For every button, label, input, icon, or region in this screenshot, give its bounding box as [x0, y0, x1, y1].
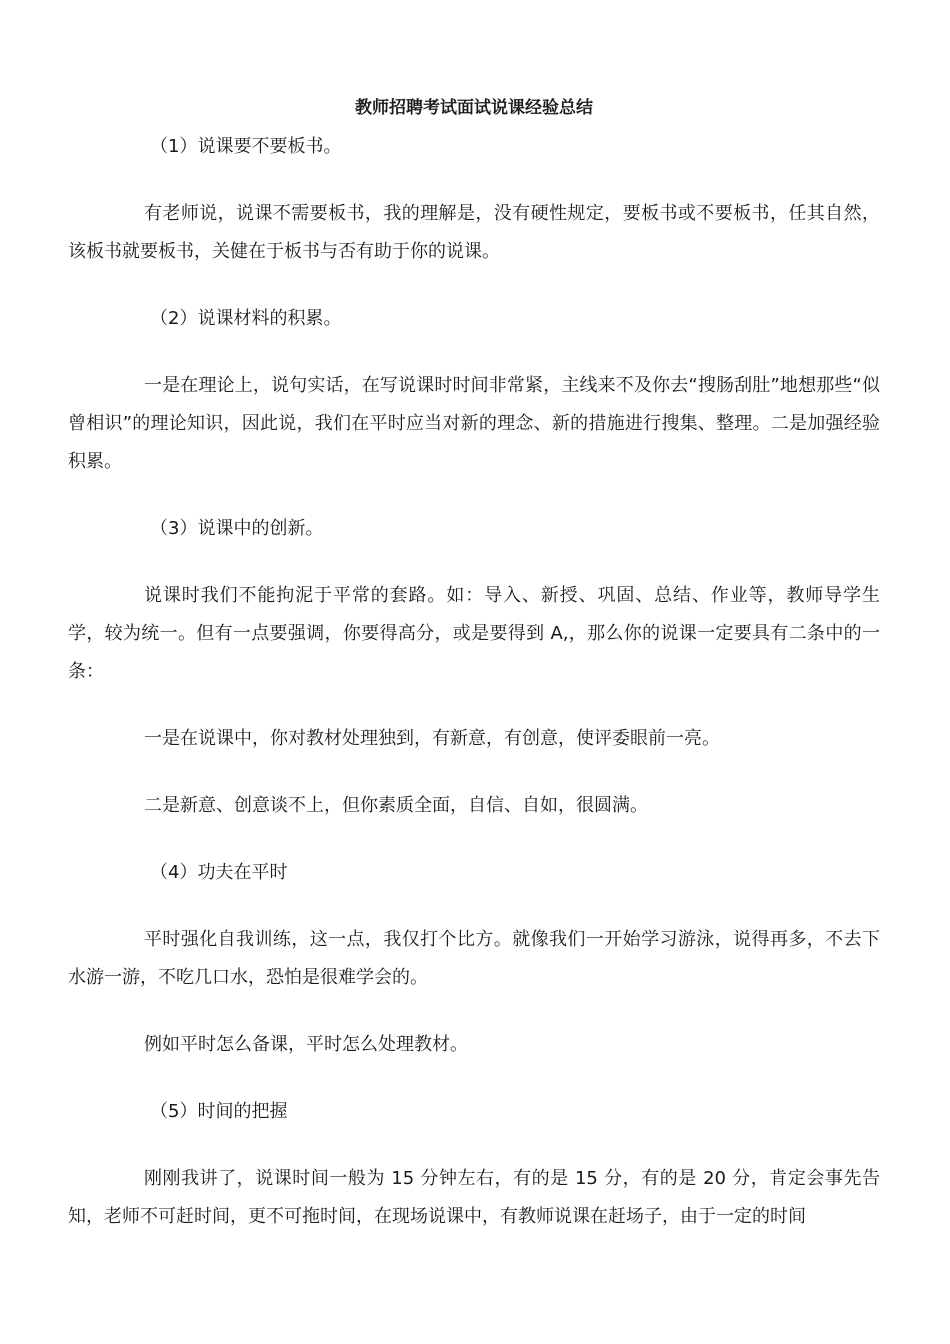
paragraph-spacer	[68, 892, 880, 921]
section-heading-3: （3）说课中的创新。	[150, 518, 324, 539]
paragraph-spacer	[68, 825, 880, 854]
document-title: 教师招聘考试面试说课经验总结	[355, 98, 593, 118]
paragraph-spacer	[68, 481, 880, 510]
paragraph-innovation: 说课时我们不能拘泥于平常的套路。如：导入、新授、巩固、总结、作业等，教师导学生学，较为统一。但有一点要强调，你要得高分，或是要得到 A,，那么你的说课一定要具有二条中的一条：	[68, 585, 880, 682]
paragraph-spacer	[68, 1131, 880, 1160]
section-heading-2: （2）说课材料的积累。	[150, 308, 342, 329]
paragraph-board-writing: 有老师说，说课不需要板书，我的理解是，没有硬性规定，要板书或不要板书，任其自然，该板书就要板书，关健在于板书与否有助于你的说课。	[68, 203, 880, 262]
paragraph-spacer	[68, 758, 880, 787]
document-page	[68, 94, 880, 1236]
paragraph-spacer	[68, 338, 880, 367]
paragraph-spacer	[68, 271, 880, 300]
paragraph-practice-example: 例如平时怎么备课，平时怎么处理教材。	[144, 1034, 468, 1055]
paragraph-spacer	[68, 691, 880, 720]
paragraph-material-accumulation: 一是在理论上，说句实话，在写说课时时间非常紧，主线来不及你去“搜肠刮肚”地想那些“似曾相识”的理论知识，因此说，我们在平时应当对新的理念、新的措施进行搜集、整理。二是加强经验积累。	[68, 375, 880, 472]
paragraph-spacer	[68, 1064, 880, 1093]
paragraph-spacer	[68, 548, 880, 577]
paragraph-practice: 平时强化自我训练，这一点，我仅打个比方。就像我们一开始学习游泳，说得再多，不去下水游一游，不吃几口水，恐怕是很难学会的。	[68, 929, 880, 988]
paragraph-spacer	[68, 997, 880, 1026]
paragraph-innovation-point-1: 一是在说课中，你对教材处理独到，有新意，有创意，使评委眼前一亮。	[144, 728, 720, 749]
section-heading-4: （4）功夫在平时	[150, 862, 288, 883]
paragraph-time-management: 刚刚我讲了，说课时间一般为 15 分钟左右，有的是 15 分，有的是 20 分，肯定会事先告知，老师不可赶时间，更不可拖时间，在现场说课中，有教师说课在赶场子，由于一定的时间	[68, 1168, 880, 1227]
section-heading-1: （1）说课要不要板书。	[150, 136, 342, 157]
section-heading-5: （5）时间的把握	[150, 1101, 288, 1122]
paragraph-innovation-point-2: 二是新意、创意谈不上，但你素质全面，自信、自如，很圆满。	[144, 795, 648, 816]
paragraph-spacer	[68, 166, 880, 195]
